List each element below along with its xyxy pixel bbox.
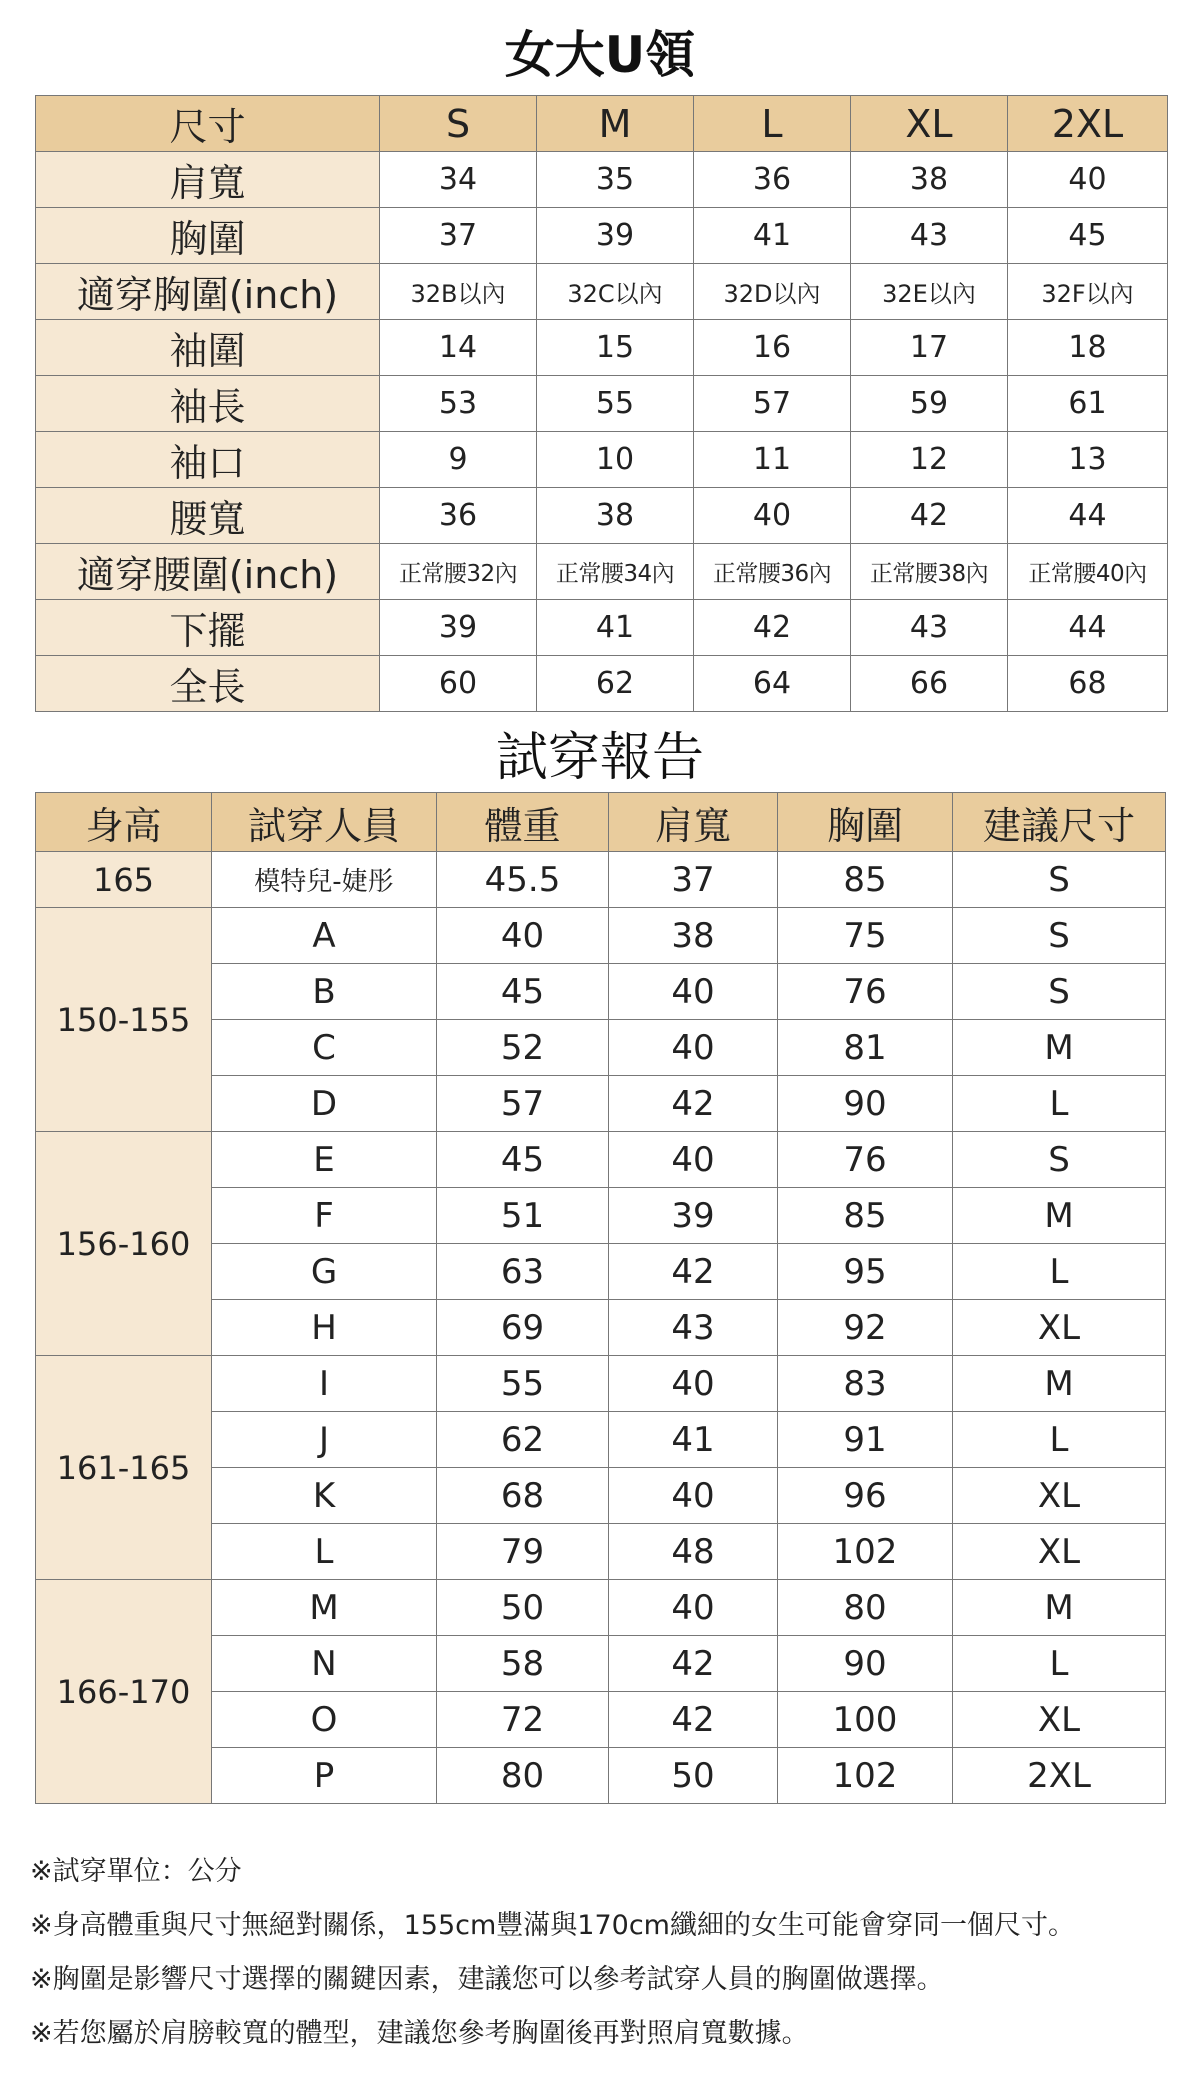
size-cell: M: [953, 1188, 1166, 1244]
size-value-cell: 60: [380, 656, 537, 712]
shoulder-cell: 40: [609, 1468, 778, 1524]
chest-cell: 92: [778, 1300, 953, 1356]
chest-cell: 80: [778, 1580, 953, 1636]
weight-cell: 45.5: [437, 852, 609, 908]
size-value-cell: 正常腰32內: [380, 544, 537, 600]
shoulder-cell: 42: [609, 1692, 778, 1748]
size-value-cell: 44: [1008, 600, 1168, 656]
weight-cell: 62: [437, 1412, 609, 1468]
size-header-row: [36, 96, 1168, 152]
size-value-cell: 16: [694, 320, 851, 376]
fit-column-header: 體重: [437, 793, 609, 852]
chest-cell: 90: [778, 1076, 953, 1132]
chest-cell: 102: [778, 1524, 953, 1580]
size-value-cell: 32E以內: [851, 264, 1008, 320]
size-value-cell: 53: [380, 376, 537, 432]
size-cell: S: [953, 908, 1166, 964]
size-cell: L: [953, 1412, 1166, 1468]
size-value-cell: 64: [694, 656, 851, 712]
weight-cell: 68: [437, 1468, 609, 1524]
shoulder-cell: 40: [609, 964, 778, 1020]
weight-cell: 40: [437, 908, 609, 964]
weight-cell: 55: [437, 1356, 609, 1412]
weight-cell: 80: [437, 1748, 609, 1804]
size-value-cell: 39: [537, 208, 694, 264]
weight-cell: 69: [437, 1300, 609, 1356]
size-column-header: L: [694, 96, 851, 152]
size-value-cell: 37: [380, 208, 537, 264]
fit-row: [36, 908, 1166, 964]
height-group-cell: 150-155: [36, 908, 212, 1132]
size-value-cell: 59: [851, 376, 1008, 432]
size-value-cell: 36: [694, 152, 851, 208]
size-value-cell: 17: [851, 320, 1008, 376]
chest-cell: 90: [778, 1636, 953, 1692]
size-chart-table: [35, 95, 1168, 712]
weight-cell: 50: [437, 1580, 609, 1636]
size-cell: 2XL: [953, 1748, 1166, 1804]
size-value-cell: 41: [694, 208, 851, 264]
size-row: [36, 600, 1168, 656]
size-cell: M: [953, 1020, 1166, 1076]
size-chart-title: 女大U領: [504, 26, 696, 84]
size-row-label: 袖圍: [36, 320, 380, 376]
person-cell: F: [212, 1188, 437, 1244]
person-cell: G: [212, 1244, 437, 1300]
size-value-cell: 40: [694, 488, 851, 544]
person-cell: M: [212, 1580, 437, 1636]
size-column-header: S: [380, 96, 537, 152]
size-value-cell: 34: [380, 152, 537, 208]
size-cell: S: [953, 964, 1166, 1020]
chest-cell: 102: [778, 1748, 953, 1804]
size-row: [36, 376, 1168, 432]
shoulder-cell: 40: [609, 1020, 778, 1076]
notes-section: [30, 1845, 1190, 2061]
note-line: ※胸圍是影響尺寸選擇的關鍵因素，建議您可以參考試穿人員的胸圍做選擇。: [30, 1964, 944, 1995]
chest-cell: 76: [778, 964, 953, 1020]
size-row: [36, 264, 1168, 320]
size-row-label: 袖口: [36, 432, 380, 488]
size-cell: S: [953, 852, 1166, 908]
size-column-header: M: [537, 96, 694, 152]
size-cell: M: [953, 1580, 1166, 1636]
size-value-cell: 45: [1008, 208, 1168, 264]
size-value-cell: 14: [380, 320, 537, 376]
size-value-cell: 44: [1008, 488, 1168, 544]
person-cell: O: [212, 1692, 437, 1748]
size-row: [36, 488, 1168, 544]
fit-row: [36, 1356, 1166, 1412]
shoulder-cell: 40: [609, 1356, 778, 1412]
size-value-cell: 35: [537, 152, 694, 208]
chest-cell: 76: [778, 1132, 953, 1188]
size-cell: XL: [953, 1300, 1166, 1356]
size-value-cell: 12: [851, 432, 1008, 488]
height-cell: 165: [36, 852, 212, 908]
fit-column-header: 試穿人員: [212, 793, 437, 852]
size-column-header: XL: [851, 96, 1008, 152]
shoulder-cell: 38: [609, 908, 778, 964]
size-value-cell: 66: [851, 656, 1008, 712]
size-value-cell: 11: [694, 432, 851, 488]
height-group-cell: 161-165: [36, 1356, 212, 1580]
fit-report-title: 試穿報告: [495, 728, 704, 788]
size-value-cell: 41: [537, 600, 694, 656]
size-cell: M: [953, 1356, 1166, 1412]
size-row-label: 肩寬: [36, 152, 380, 208]
fit-column-header: 身高: [36, 793, 212, 852]
size-row: [36, 208, 1168, 264]
person-cell: J: [212, 1412, 437, 1468]
size-row: [36, 544, 1168, 600]
size-row: [36, 320, 1168, 376]
size-value-cell: 38: [537, 488, 694, 544]
size-cell: L: [953, 1244, 1166, 1300]
size-cell: XL: [953, 1468, 1166, 1524]
chest-cell: 85: [778, 852, 953, 908]
size-corner-label: 尺寸: [36, 96, 380, 152]
person-cell: K: [212, 1468, 437, 1524]
size-row-label: 全長: [36, 656, 380, 712]
note-line: ※若您屬於肩膀較寬的體型，建議您參考胸圍後再對照肩寬數據。: [30, 2018, 809, 2049]
size-value-cell: 40: [1008, 152, 1168, 208]
shoulder-cell: 40: [609, 1132, 778, 1188]
person-cell: L: [212, 1524, 437, 1580]
person-cell: B: [212, 964, 437, 1020]
fit-column-header: 肩寬: [609, 793, 778, 852]
fit-column-header: 建議尺寸: [953, 793, 1166, 852]
size-value-cell: 32C以內: [537, 264, 694, 320]
height-group-cell: 166-170: [36, 1580, 212, 1804]
weight-cell: 52: [437, 1020, 609, 1076]
size-value-cell: 15: [537, 320, 694, 376]
weight-cell: 45: [437, 964, 609, 1020]
chest-cell: 96: [778, 1468, 953, 1524]
size-value-cell: 正常腰40內: [1008, 544, 1168, 600]
size-cell: XL: [953, 1524, 1166, 1580]
size-row: [36, 656, 1168, 712]
height-group-cell: 156-160: [36, 1132, 212, 1356]
fit-column-header: 胸圍: [778, 793, 953, 852]
person-cell: H: [212, 1300, 437, 1356]
size-value-cell: 36: [380, 488, 537, 544]
size-cell: L: [953, 1636, 1166, 1692]
shoulder-cell: 37: [609, 852, 778, 908]
size-value-cell: 18: [1008, 320, 1168, 376]
weight-cell: 45: [437, 1132, 609, 1188]
chest-cell: 75: [778, 908, 953, 964]
chest-cell: 91: [778, 1412, 953, 1468]
size-value-cell: 13: [1008, 432, 1168, 488]
size-row: [36, 432, 1168, 488]
size-value-cell: 正常腰36內: [694, 544, 851, 600]
person-cell: I: [212, 1356, 437, 1412]
weight-cell: 58: [437, 1636, 609, 1692]
size-row-label: 袖長: [36, 376, 380, 432]
size-cell: XL: [953, 1692, 1166, 1748]
size-value-cell: 9: [380, 432, 537, 488]
weight-cell: 63: [437, 1244, 609, 1300]
shoulder-cell: 50: [609, 1748, 778, 1804]
size-value-cell: 42: [694, 600, 851, 656]
person-cell: D: [212, 1076, 437, 1132]
chest-cell: 85: [778, 1188, 953, 1244]
weight-cell: 51: [437, 1188, 609, 1244]
size-cell: L: [953, 1076, 1166, 1132]
size-value-cell: 68: [1008, 656, 1168, 712]
size-row-label: 適穿腰圍(inch): [36, 544, 380, 600]
person-cell: N: [212, 1636, 437, 1692]
size-value-cell: 61: [1008, 376, 1168, 432]
chest-cell: 81: [778, 1020, 953, 1076]
chest-cell: 95: [778, 1244, 953, 1300]
weight-cell: 72: [437, 1692, 609, 1748]
size-cell: S: [953, 1132, 1166, 1188]
fit-report-table: [35, 792, 1166, 1804]
note-line: ※身高體重與尺寸無絕對關係，155cm豐滿與170cm纖細的女生可能會穿同一個尺寸。: [30, 1910, 1075, 1941]
person-cell: E: [212, 1132, 437, 1188]
person-cell: 模特兒-婕彤: [212, 852, 437, 908]
size-value-cell: 10: [537, 432, 694, 488]
fit-row: [36, 1132, 1166, 1188]
shoulder-cell: 42: [609, 1636, 778, 1692]
model-row: [36, 852, 1166, 908]
size-row: [36, 152, 1168, 208]
person-cell: A: [212, 908, 437, 964]
shoulder-cell: 42: [609, 1076, 778, 1132]
size-value-cell: 43: [851, 600, 1008, 656]
shoulder-cell: 43: [609, 1300, 778, 1356]
chest-cell: 100: [778, 1692, 953, 1748]
size-value-cell: 55: [537, 376, 694, 432]
fit-row: [36, 1580, 1166, 1636]
fit-header-row: [36, 793, 1166, 852]
size-value-cell: 正常腰38內: [851, 544, 1008, 600]
size-row-label: 腰寬: [36, 488, 380, 544]
shoulder-cell: 40: [609, 1580, 778, 1636]
weight-cell: 79: [437, 1524, 609, 1580]
size-value-cell: 32F以內: [1008, 264, 1168, 320]
shoulder-cell: 48: [609, 1524, 778, 1580]
person-cell: P: [212, 1748, 437, 1804]
size-value-cell: 39: [380, 600, 537, 656]
shoulder-cell: 42: [609, 1244, 778, 1300]
size-value-cell: 57: [694, 376, 851, 432]
size-column-header: 2XL: [1008, 96, 1168, 152]
size-value-cell: 62: [537, 656, 694, 712]
person-cell: C: [212, 1020, 437, 1076]
shoulder-cell: 39: [609, 1188, 778, 1244]
size-value-cell: 43: [851, 208, 1008, 264]
weight-cell: 57: [437, 1076, 609, 1132]
size-value-cell: 38: [851, 152, 1008, 208]
size-value-cell: 32D以內: [694, 264, 851, 320]
note-line: ※試穿單位：公分: [30, 1856, 242, 1887]
size-row-label: 胸圍: [36, 208, 380, 264]
size-row-label: 下擺: [36, 600, 380, 656]
size-value-cell: 42: [851, 488, 1008, 544]
size-value-cell: 32B以內: [380, 264, 537, 320]
size-row-label: 適穿胸圍(inch): [36, 264, 380, 320]
chest-cell: 83: [778, 1356, 953, 1412]
size-value-cell: 正常腰34內: [537, 544, 694, 600]
shoulder-cell: 41: [609, 1412, 778, 1468]
